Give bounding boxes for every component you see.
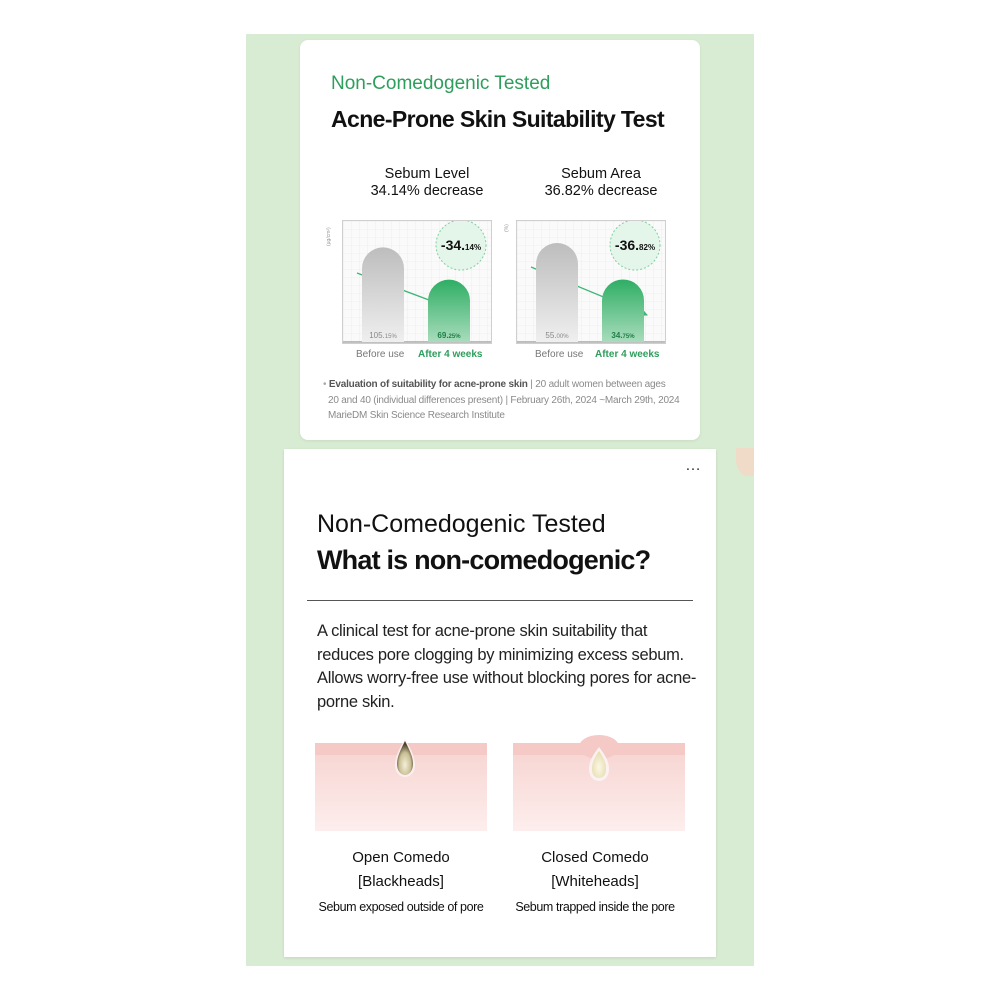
x-label-before-use: Before use [356, 349, 405, 360]
divider [307, 600, 693, 601]
footnote-line2: 20 and 40 (individual differences present) | February 26th, 2024 ~March 29th, 2024 [328, 394, 680, 406]
bar-after-4-weeks [428, 280, 470, 342]
bar-before-use [536, 243, 578, 342]
card-title: What is non-comedogenic? [317, 545, 651, 575]
footnote-line3: MarieDM Skin Science Research Institute [328, 410, 505, 421]
closed-comedo-type: [Whiteheads] [551, 873, 639, 890]
bar-after-4-weeks [602, 279, 644, 342]
badge-text: -34.14% [440, 237, 482, 253]
axis-unit: (%) [504, 224, 510, 232]
x-label-after-4-weeks: After 4 weeks [595, 349, 660, 360]
chart-sebum-area-svg [517, 221, 665, 343]
open-comedo-type: [Blackheads] [358, 873, 444, 890]
chart-sebum-level-svg [343, 221, 491, 343]
footnote-bold: Evaluation of suitability for acne-prone skin [328, 379, 528, 390]
bar-value-label-after: 34.75% [611, 331, 635, 340]
closed-comedo-name: Closed Comedo [541, 849, 649, 866]
x-label-before-use: Before use [535, 349, 584, 360]
chart-sebum-area [516, 220, 666, 344]
more-options-icon[interactable]: … [685, 457, 702, 474]
chart-sebum-level [342, 220, 492, 344]
closed-comedo-illustration [513, 731, 685, 831]
decorative-peach-shape [736, 448, 754, 476]
card-subtitle: Non-Comedogenic Tested [317, 510, 606, 538]
chart-heading-line1: Sebum Area [561, 166, 641, 182]
bar-before-use [362, 247, 404, 342]
bar-value-label-before: 55.00% [545, 331, 569, 340]
chart-heading-sebum-level [342, 166, 512, 200]
chart-heading-sebum-area [516, 166, 686, 200]
chart-heading-line2: 34.14% decrease [370, 183, 484, 199]
footnote-line1: | 20 adult women between ages [527, 379, 666, 390]
open-comedo-illustration [315, 739, 487, 831]
open-comedo-desc: Sebum exposed outside of pore [318, 900, 484, 914]
bar-value-label-before: 105.15% [369, 331, 397, 340]
closed-comedo-desc: Sebum trapped inside the pore [515, 900, 675, 914]
card-subtitle: Non-Comedogenic Tested [331, 73, 551, 94]
non-comedogenic-info-card [284, 449, 716, 957]
badge-text: -36.82% [614, 237, 656, 253]
description-paragraph: A clinical test for acne-prone skin suitability that reduces pore clogging by minimizing excess sebum. Allows worry-free use without blocking pores for acne-porne skin. [317, 622, 697, 711]
chart-heading-line1: Sebum Level [384, 166, 470, 182]
open-comedo-name: Open Comedo [352, 849, 450, 866]
axis-unit: (μg/cm²) [326, 227, 332, 246]
bar-value-label-after: 69.25% [437, 331, 461, 340]
chart-heading-line2: 36.82% decrease [544, 183, 658, 199]
study-footnote: • Evaluation of suitability for acne-prone skin | 20 adult women between ages 20 and 40 (individual differences present) | February 26th, 2024 ~March 29th, 2024 MarieDM Skin Science Research Institute [323, 379, 680, 421]
x-label-after-4-weeks: After 4 weeks [418, 349, 483, 360]
test-results-card [300, 40, 700, 440]
card-title: Acne-Prone Skin Suitability Test [331, 106, 665, 132]
